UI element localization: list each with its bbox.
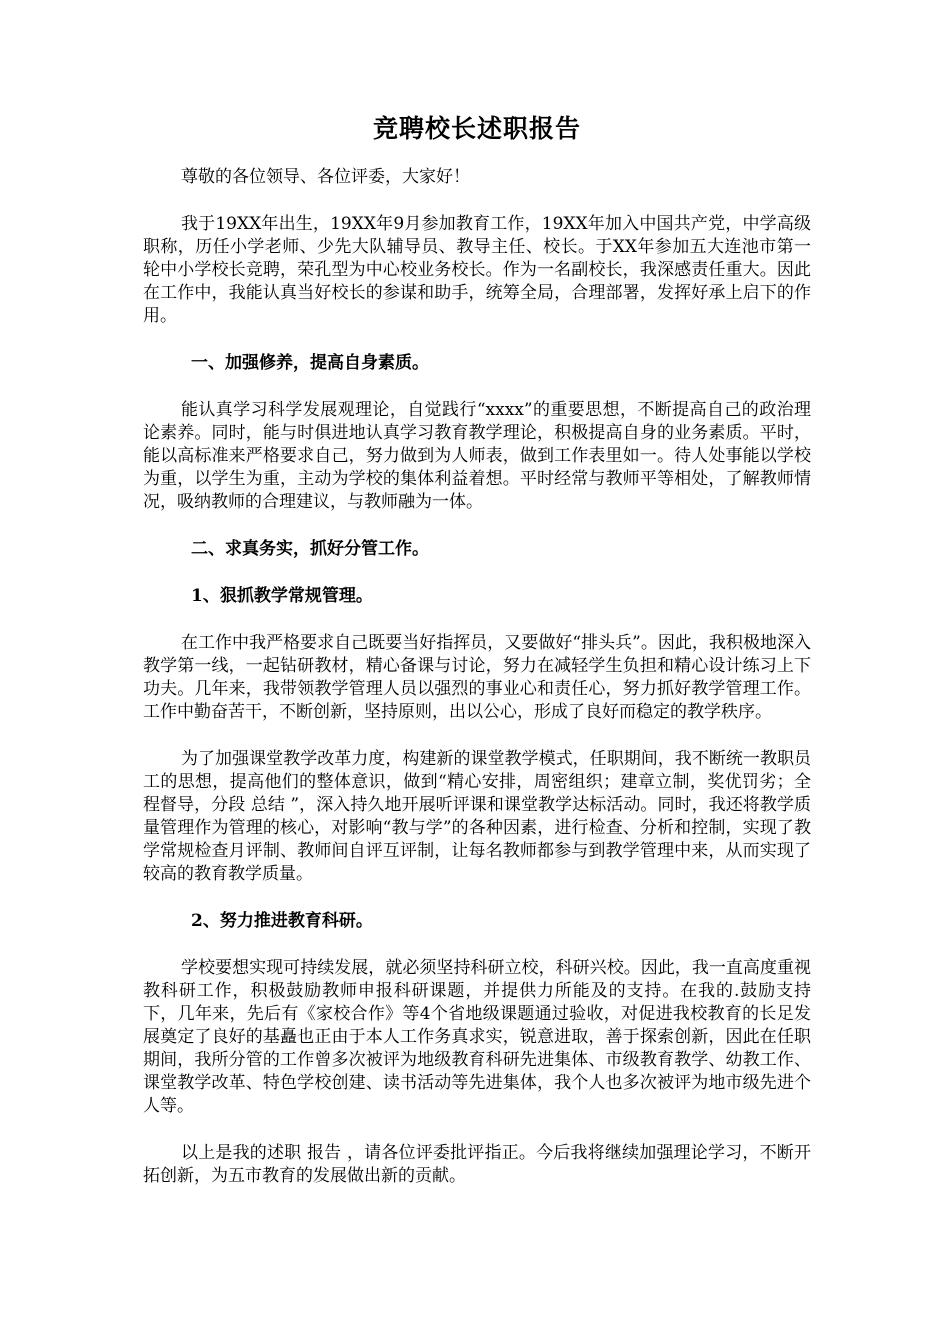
subsection2-paragraph: 学校要想实现可持续发展，就必须坚持科研立校，科研兴校。因此，我一直高度重视教科研工作，积极鼓励教师申报科研课题，并提供力所能及的支持。在我的.鼓励支持下，几年来，先后有《家校合作》等4个省地级课题通过验收，对促进我校教育的长足发展奠定了良好的基矗也正由于本人工作务真求实，锐意进取，善于探索创新，因此在任职期间，我所分管的工作曾多次被评为地级教育科研先进集体、市级教育教学、幼教工作、课堂教学改革、特色学校创建、读书活动等先进集体，我个人也多次被评为地市级先进个人等。 bbox=[143, 958, 811, 1116]
document-title: 竞聘校长述职报告 bbox=[372, 114, 581, 143]
closing-paragraph: 以上是我的述职 报告 ，请各位评委批评指正。今后我将继续加强理论学习，不断开拓创新，为五市教育的发展做出新的贡献。 bbox=[143, 1143, 811, 1186]
subsection2-heading: 2、努力推进教育科研。 bbox=[191, 911, 373, 931]
section2-heading: 二、求真务实，抓好分管工作。 bbox=[191, 539, 429, 559]
section1-heading: 一、加强修养，提高自身素质。 bbox=[191, 353, 429, 373]
subsection1-paragraph-1: 在工作中我严格要求自己既要当好指挥员，又要做好“排头兵”。因此，我积极地深入教学第一线，一起钻研教材，精心备课与讨论，努力在减轻学生负担和精心设计练习上下功夫。几年来，我带领教学管理人员以强烈的事业心和责任心，努力抓好教学管理工作。工作中勤奋苦干，不断创新，坚持原则，出以公心，形成了良好而稳定的教学秩序。 bbox=[143, 633, 811, 722]
intro-paragraph: 我于19XX年出生，19XX年9月参加教育工作，19XX年加入中国共产党，中学高级职称，历任小学老师、少先大队辅导员、教导主任、校长。于XX年参加五大连池市第一轮中小学校长竞聘，荣孔型为中心校业务校长。作为一名副校长，我深感责任重大。因此在工作中，我能认真当好校长的参谋和助手，统筹全局，合理部署，发挥好承上启下的作用。 bbox=[143, 214, 811, 326]
section1-paragraph: 能认真学习科学发展观理论，自觉践行“xxxx”的重要思想，不断提高自己的政治理论素养。同时，能与时俱进地认真学习教育教学理论，积极提高自身的业务素质。平时，能以高标准来严格要求自己，努力做到为人师表，做到工作表里如一。待人处事能以学校为重，以学生为重，主动为学校的集体利益着想。平时经常与教师平等相处，了解教师情况，吸纳教师的合理建议，与教师融为一体。 bbox=[143, 400, 811, 512]
greeting: 尊敬的各位领导、各位评委，大家好！ bbox=[181, 167, 470, 187]
subsection1-paragraph-2: 为了加强课堂教学改革力度，构建新的课堂教学模式，任职期间，我不断统一教职员工的思想，提高他们的整体意识，做到“精心安排，周密组织；建章立制，奖优罚劣；全程督导，分段 总结 ”，深入持久地开展听评课和课堂教学达标活动。同时，我还将教学质量管理作为管理的核心，对影响“教与学”的各种因素，进行检查、分析和控制，实现了教学常规检查月评制、教师间自评互评制，让每名教师都参与到教学管理中来，从而实现了较高的教育教学质量。 bbox=[143, 749, 811, 884]
document-page bbox=[143, 112, 811, 1188]
subsection1-heading: 1、狠抓教学常规管理。 bbox=[191, 586, 373, 606]
